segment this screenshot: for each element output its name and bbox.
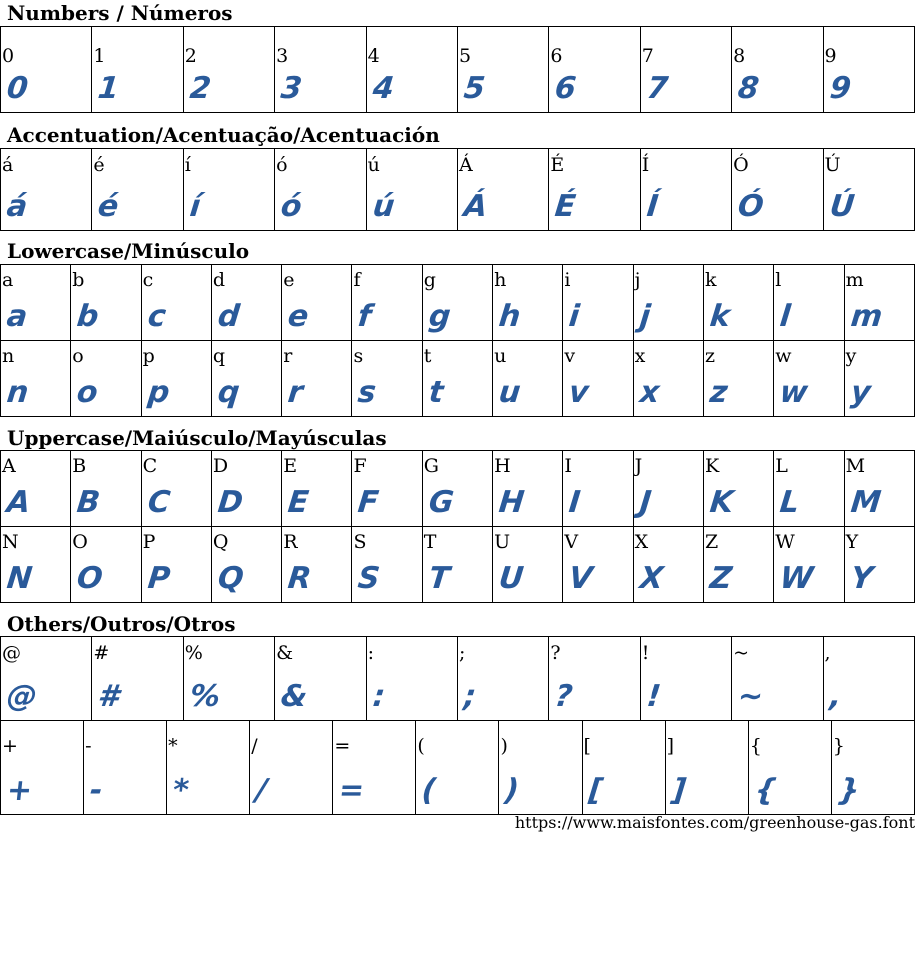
glyph-cell bbox=[633, 265, 703, 341]
glyph-cell bbox=[1, 27, 92, 113]
glyph-cell bbox=[748, 721, 831, 815]
glyph-sample: T bbox=[426, 561, 452, 596]
glyph-cell bbox=[282, 451, 352, 527]
glyph-cell bbox=[1, 721, 84, 815]
glyph-cell bbox=[422, 265, 492, 341]
glyph-cell bbox=[563, 265, 633, 341]
glyph-cell bbox=[183, 149, 274, 231]
glyph-cell bbox=[457, 637, 548, 721]
glyph-cell bbox=[549, 149, 640, 231]
character-label: t bbox=[423, 345, 432, 367]
glyph-sample: w bbox=[778, 375, 810, 410]
glyph-sample: = bbox=[337, 773, 367, 808]
glyph-cell bbox=[457, 149, 548, 231]
section-title: Uppercase/Maiúsculo/Mayúsculas bbox=[7, 426, 387, 450]
character-label: % bbox=[184, 642, 203, 664]
glyph-sample: H bbox=[497, 485, 527, 520]
character-label: N bbox=[2, 531, 19, 553]
character-label: ? bbox=[550, 642, 561, 664]
glyph-sample: f bbox=[356, 299, 374, 334]
character-label: f bbox=[353, 269, 361, 291]
character-label: D bbox=[212, 455, 229, 477]
character-label: = bbox=[334, 735, 351, 757]
glyph-cell bbox=[92, 149, 183, 231]
glyph-grid-row bbox=[0, 340, 915, 417]
character-label: h bbox=[494, 269, 507, 291]
glyph-cell bbox=[732, 27, 823, 113]
glyph-sample: F bbox=[356, 485, 381, 520]
glyph-cell bbox=[211, 265, 281, 341]
glyph-cell bbox=[275, 637, 366, 721]
glyph-sample: n bbox=[5, 375, 31, 410]
glyph-sample: ] bbox=[669, 773, 688, 808]
character-label: q bbox=[212, 345, 226, 367]
character-label: r bbox=[283, 345, 293, 367]
glyph-sample: á bbox=[5, 189, 30, 224]
glyph-cell bbox=[823, 637, 914, 721]
character-label: Ó bbox=[733, 154, 749, 176]
character-label: z bbox=[704, 345, 715, 367]
glyph-cell bbox=[84, 721, 167, 815]
character-label: S bbox=[353, 531, 367, 553]
glyph-sample: h bbox=[497, 299, 523, 334]
glyph-cell bbox=[549, 637, 640, 721]
glyph-cell bbox=[640, 27, 731, 113]
glyph-grid-row bbox=[0, 148, 915, 231]
glyph-sample: 3 bbox=[279, 71, 304, 106]
glyph-cell bbox=[141, 341, 211, 417]
section-title: Accentuation/Acentuação/Acentuación bbox=[7, 123, 440, 147]
glyph-sample: Í bbox=[644, 189, 660, 224]
glyph-sample: # bbox=[96, 679, 122, 714]
character-label: L bbox=[775, 455, 788, 477]
glyph-sample: C bbox=[145, 485, 172, 520]
glyph-sample: A bbox=[5, 485, 33, 520]
glyph-cell bbox=[774, 451, 844, 527]
glyph-sample: P bbox=[145, 561, 172, 596]
glyph-sample: o bbox=[75, 375, 100, 410]
glyph-cell bbox=[493, 265, 563, 341]
glyph-sample: m bbox=[848, 299, 884, 334]
glyph-sample: a bbox=[5, 299, 30, 334]
character-label: í bbox=[184, 154, 191, 176]
character-label: G bbox=[423, 455, 439, 477]
glyph-sample: K bbox=[708, 485, 736, 520]
glyph-sample: & bbox=[279, 679, 310, 714]
character-label: , bbox=[824, 642, 831, 664]
glyph-cell bbox=[352, 451, 422, 527]
glyph-sample: ; bbox=[462, 679, 478, 714]
character-label: # bbox=[93, 642, 110, 664]
glyph-sample: D bbox=[216, 485, 245, 520]
character-label: ) bbox=[500, 735, 508, 757]
character-label: M bbox=[845, 455, 866, 477]
glyph-cell bbox=[703, 451, 773, 527]
glyph-sample: I bbox=[567, 485, 583, 520]
character-label: } bbox=[832, 735, 845, 757]
character-label: s bbox=[353, 345, 364, 367]
character-label: m bbox=[845, 269, 864, 291]
glyph-cell bbox=[92, 27, 183, 113]
glyph-sample: 0 bbox=[5, 71, 30, 106]
glyph-cell bbox=[71, 451, 141, 527]
character-label: 7 bbox=[641, 45, 654, 67]
glyph-sample: e bbox=[286, 299, 311, 334]
character-label: ~ bbox=[733, 642, 750, 664]
glyph-cell bbox=[703, 341, 773, 417]
glyph-cell bbox=[366, 27, 457, 113]
glyph-sample: 1 bbox=[96, 71, 122, 106]
glyph-cell bbox=[640, 149, 731, 231]
character-label: 3 bbox=[276, 45, 289, 67]
glyph-cell bbox=[633, 451, 703, 527]
glyph-sample: W bbox=[778, 561, 816, 596]
glyph-sample: U bbox=[497, 561, 526, 596]
glyph-cell bbox=[71, 527, 141, 603]
glyph-sample: [ bbox=[586, 773, 605, 808]
glyph-sample: Ú bbox=[827, 189, 856, 224]
glyph-cell bbox=[640, 637, 731, 721]
character-label: i bbox=[564, 269, 571, 291]
glyph-sample: 9 bbox=[827, 71, 853, 106]
character-label: j bbox=[634, 269, 641, 291]
glyph-cell bbox=[844, 451, 914, 527]
character-label: p bbox=[142, 345, 155, 367]
glyph-sample: 2 bbox=[187, 71, 213, 106]
glyph-sample: ó bbox=[279, 189, 304, 224]
glyph-cell bbox=[703, 265, 773, 341]
glyph-sample: E bbox=[286, 485, 311, 520]
glyph-sample: z bbox=[708, 375, 730, 410]
character-label: & bbox=[276, 642, 294, 664]
glyph-sample: Ó bbox=[736, 189, 766, 224]
glyph-sample: - bbox=[88, 773, 105, 808]
glyph-cell bbox=[582, 721, 665, 815]
glyph-cell bbox=[366, 149, 457, 231]
glyph-sample: t bbox=[426, 375, 446, 410]
glyph-sample: ) bbox=[503, 773, 522, 808]
glyph-cell bbox=[71, 341, 141, 417]
glyph-sample: s bbox=[356, 375, 379, 410]
character-label: E bbox=[283, 455, 298, 477]
character-label: Y bbox=[845, 531, 859, 553]
character-label: b bbox=[72, 269, 85, 291]
glyph-sample: + bbox=[5, 773, 35, 808]
character-label: 4 bbox=[367, 45, 380, 67]
glyph-sample: Á bbox=[462, 189, 490, 224]
glyph-cell bbox=[422, 451, 492, 527]
character-label: H bbox=[494, 455, 511, 477]
character-label: 2 bbox=[184, 45, 197, 67]
glyph-grid-row bbox=[0, 450, 915, 527]
glyph-cell bbox=[549, 27, 640, 113]
glyph-cell bbox=[71, 265, 141, 341]
footer-url: https://www.maisfontes.com/greenhouse-gas.font bbox=[514, 813, 915, 832]
glyph-sample: É bbox=[553, 189, 578, 224]
glyph-sample: y bbox=[848, 375, 873, 410]
glyph-cell bbox=[823, 149, 914, 231]
glyph-cell bbox=[183, 637, 274, 721]
character-label: ó bbox=[276, 154, 288, 176]
glyph-cell bbox=[844, 265, 914, 341]
glyph-cell bbox=[563, 341, 633, 417]
character-label: o bbox=[72, 345, 84, 367]
glyph-sample: 8 bbox=[736, 71, 761, 106]
glyph-grid-row bbox=[0, 526, 915, 603]
glyph-sample: @ bbox=[5, 679, 39, 714]
glyph-cell bbox=[352, 341, 422, 417]
character-label: ( bbox=[417, 735, 425, 757]
glyph-sample: { bbox=[752, 773, 778, 808]
character-label: T bbox=[423, 531, 437, 553]
glyph-sample: / bbox=[254, 773, 270, 808]
glyph-cell bbox=[499, 721, 582, 815]
character-label: Á bbox=[458, 154, 473, 176]
glyph-cell bbox=[1, 341, 71, 417]
glyph-cell bbox=[1, 527, 71, 603]
glyph-sample: r bbox=[286, 375, 305, 410]
glyph-cell bbox=[844, 527, 914, 603]
character-label: + bbox=[2, 735, 18, 757]
character-label: A bbox=[2, 455, 16, 477]
glyph-cell bbox=[1, 265, 71, 341]
glyph-sample: G bbox=[426, 485, 456, 520]
glyph-cell bbox=[665, 721, 748, 815]
glyph-cell bbox=[563, 527, 633, 603]
glyph-sample: Z bbox=[708, 561, 734, 596]
glyph-cell bbox=[416, 721, 499, 815]
character-label: : bbox=[367, 642, 374, 664]
section-title: Lowercase/Minúsculo bbox=[7, 239, 250, 263]
character-label: W bbox=[775, 531, 795, 553]
glyph-cell bbox=[703, 527, 773, 603]
character-label: 9 bbox=[824, 45, 837, 67]
character-label: a bbox=[2, 269, 14, 291]
character-label: Í bbox=[641, 154, 650, 176]
glyph-grid-row bbox=[0, 636, 915, 721]
section-title: Others/Outros/Otros bbox=[7, 612, 236, 636]
character-label: k bbox=[704, 269, 717, 291]
glyph-sample: J bbox=[637, 485, 653, 520]
glyph-sample: é bbox=[96, 189, 121, 224]
glyph-sample: p bbox=[145, 375, 171, 410]
character-label: d bbox=[212, 269, 226, 291]
glyph-sample: ! bbox=[644, 679, 663, 714]
glyph-cell bbox=[774, 527, 844, 603]
glyph-sample: í bbox=[187, 189, 202, 224]
character-label: R bbox=[283, 531, 298, 553]
glyph-cell bbox=[275, 27, 366, 113]
character-label: O bbox=[72, 531, 88, 553]
glyph-sample: R bbox=[286, 561, 314, 596]
glyph-cell bbox=[282, 265, 352, 341]
character-label: U bbox=[494, 531, 511, 553]
character-label: V bbox=[564, 531, 579, 553]
glyph-cell bbox=[352, 527, 422, 603]
glyph-sample: k bbox=[708, 299, 732, 334]
glyph-sample: ? bbox=[553, 679, 575, 714]
character-label: Q bbox=[212, 531, 229, 553]
character-label: á bbox=[2, 154, 14, 176]
character-label: 1 bbox=[93, 45, 106, 67]
glyph-sample: v bbox=[567, 375, 591, 410]
glyph-cell bbox=[352, 265, 422, 341]
glyph-sample: V bbox=[567, 561, 595, 596]
glyph-sample: l bbox=[778, 299, 793, 334]
character-label: é bbox=[93, 154, 105, 176]
section-title: Numbers / Números bbox=[7, 1, 233, 25]
character-label: B bbox=[72, 455, 87, 477]
character-label: 8 bbox=[733, 45, 746, 67]
character-label: v bbox=[564, 345, 576, 367]
glyph-sample: L bbox=[778, 485, 802, 520]
glyph-sample: Y bbox=[848, 561, 875, 596]
character-label: J bbox=[634, 455, 643, 477]
glyph-cell bbox=[422, 341, 492, 417]
character-label: 6 bbox=[550, 45, 563, 67]
character-label: Ú bbox=[824, 154, 841, 176]
character-label: Z bbox=[704, 531, 719, 553]
glyph-grid-row bbox=[0, 26, 915, 113]
character-label: 0 bbox=[2, 45, 15, 67]
character-label: y bbox=[845, 345, 857, 367]
character-label: I bbox=[564, 455, 572, 477]
glyph-sample: q bbox=[216, 375, 242, 410]
character-label: w bbox=[775, 345, 792, 367]
glyph-cell bbox=[493, 527, 563, 603]
glyph-sample: u bbox=[497, 375, 523, 410]
glyph-sample: N bbox=[5, 561, 35, 596]
glyph-sample: b bbox=[75, 299, 101, 334]
glyph-cell bbox=[211, 341, 281, 417]
glyph-cell bbox=[141, 527, 211, 603]
glyph-cell bbox=[493, 451, 563, 527]
glyph-cell bbox=[92, 637, 183, 721]
glyph-cell bbox=[211, 451, 281, 527]
glyph-cell bbox=[282, 341, 352, 417]
character-label: X bbox=[634, 531, 649, 553]
character-label: F bbox=[353, 455, 367, 477]
character-label: / bbox=[251, 735, 258, 757]
glyph-cell bbox=[250, 721, 333, 815]
glyph-sample: ( bbox=[420, 773, 439, 808]
glyph-cell bbox=[167, 721, 250, 815]
glyph-cell bbox=[333, 721, 416, 815]
character-label: É bbox=[550, 154, 565, 176]
character-label: - bbox=[85, 735, 92, 757]
character-label: 5 bbox=[458, 45, 472, 67]
glyph-cell bbox=[774, 341, 844, 417]
character-label: ! bbox=[641, 642, 650, 664]
glyph-cell bbox=[732, 637, 823, 721]
glyph-sample: ú bbox=[370, 189, 396, 224]
glyph-sample: 4 bbox=[370, 71, 396, 106]
glyph-cell bbox=[1, 149, 92, 231]
glyph-cell bbox=[275, 149, 366, 231]
character-label: ú bbox=[367, 154, 380, 176]
character-label: c bbox=[142, 269, 154, 291]
glyph-cell bbox=[633, 527, 703, 603]
character-label: [ bbox=[583, 735, 591, 757]
glyph-sample: x bbox=[637, 375, 661, 410]
character-label: n bbox=[2, 345, 15, 367]
character-label: P bbox=[142, 531, 156, 553]
glyph-sample: Q bbox=[216, 561, 246, 596]
character-label: l bbox=[775, 269, 782, 291]
character-label: g bbox=[423, 269, 436, 291]
character-label: e bbox=[283, 269, 295, 291]
glyph-sample: g bbox=[426, 299, 453, 334]
glyph-sample: c bbox=[145, 299, 168, 334]
glyph-cell bbox=[1, 637, 92, 721]
glyph-sample: : bbox=[370, 679, 387, 714]
character-label: C bbox=[142, 455, 158, 477]
glyph-sample: j bbox=[637, 299, 652, 334]
character-label: ] bbox=[666, 735, 675, 757]
glyph-sample: * bbox=[171, 773, 191, 808]
glyph-sample: i bbox=[567, 299, 582, 334]
glyph-sample: d bbox=[216, 299, 242, 334]
glyph-sample: % bbox=[187, 679, 222, 714]
glyph-cell bbox=[141, 265, 211, 341]
glyph-cell bbox=[493, 341, 563, 417]
glyph-sample: 6 bbox=[553, 71, 579, 106]
glyph-grid-row bbox=[0, 264, 915, 341]
glyph-cell bbox=[211, 527, 281, 603]
glyph-sample: O bbox=[75, 561, 105, 596]
character-label: x bbox=[634, 345, 646, 367]
glyph-sample: S bbox=[356, 561, 382, 596]
glyph-sample: , bbox=[827, 679, 843, 714]
glyph-sample: ~ bbox=[736, 679, 766, 714]
glyph-grid-row bbox=[0, 720, 915, 815]
glyph-cell bbox=[831, 721, 914, 815]
glyph-cell bbox=[844, 341, 914, 417]
glyph-cell bbox=[282, 527, 352, 603]
glyph-sample: 5 bbox=[462, 71, 487, 106]
glyph-cell bbox=[1, 451, 71, 527]
glyph-sample: M bbox=[848, 485, 883, 520]
glyph-sample: X bbox=[637, 561, 665, 596]
glyph-cell bbox=[774, 265, 844, 341]
glyph-cell bbox=[732, 149, 823, 231]
character-label: * bbox=[168, 735, 178, 757]
glyph-sample: 7 bbox=[644, 71, 670, 106]
glyph-cell bbox=[457, 27, 548, 113]
character-label: ; bbox=[458, 642, 466, 664]
glyph-cell bbox=[366, 637, 457, 721]
glyph-cell bbox=[422, 527, 492, 603]
character-label: u bbox=[494, 345, 507, 367]
glyph-cell bbox=[633, 341, 703, 417]
glyph-sample: } bbox=[835, 773, 862, 808]
character-label: { bbox=[749, 735, 762, 757]
glyph-cell bbox=[141, 451, 211, 527]
glyph-cell bbox=[183, 27, 274, 113]
glyph-sample: B bbox=[75, 485, 103, 520]
glyph-cell bbox=[563, 451, 633, 527]
glyph-cell bbox=[823, 27, 914, 113]
character-label: @ bbox=[2, 642, 21, 664]
character-label: K bbox=[704, 455, 720, 477]
